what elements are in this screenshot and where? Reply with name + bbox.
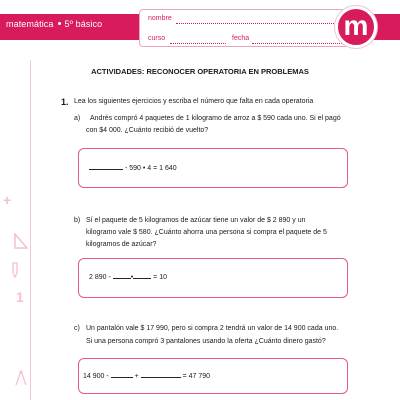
answer-box-b xyxy=(78,258,348,298)
grade-label: 5º básico xyxy=(64,19,103,29)
subject-name: matemática xyxy=(6,19,54,29)
answer-box-c xyxy=(78,358,348,394)
equation-operator: + xyxy=(134,373,139,380)
answer-box-a xyxy=(78,148,348,188)
plus-icon: + xyxy=(3,192,12,208)
compass-icon xyxy=(14,370,28,386)
equation-part: 2 890 - xyxy=(89,274,111,281)
item-b-line2: kilogramo vale $ 580. ¿Cuánto ahorra una persona si compra el paquete de 5 xyxy=(86,229,327,236)
equation-a xyxy=(89,163,177,172)
course-field[interactable] xyxy=(170,43,226,44)
instruction-text: Lea los siguientes ejercicios y escriba el número que falta en cada operatoria xyxy=(74,98,314,105)
item-a-line2: con $4 000. ¿Cuánto recibió de vuelto? xyxy=(86,127,209,134)
question-number: 1. xyxy=(61,97,69,107)
item-c-line1: Un pantalón vale $ 17 990, pero si compra 2 tendrá un valor de 14 900 cada uno. xyxy=(86,325,339,332)
pencil-icon xyxy=(6,262,20,278)
answer-blank[interactable] xyxy=(130,272,151,281)
date-label: fecha xyxy=(232,35,250,42)
item-b-line1: Sí el paquete de 5 kilogramos de azúcar tiene un valor de $ 2 890 y un xyxy=(86,217,306,224)
answer-blank[interactable] xyxy=(111,371,133,378)
equation-operator: • xyxy=(130,274,134,281)
item-b-line3: kilogramos de azúcar? xyxy=(86,241,157,248)
worksheet-title: ACTIVIDADES: RECONOCER OPERATORIA EN PROBLEMAS xyxy=(91,67,309,76)
equation-part: 14 900 - xyxy=(83,373,109,380)
equation-part: - 590 • 4 = 1 640 xyxy=(124,165,177,172)
name-field[interactable] xyxy=(176,23,348,24)
equation-part: = 10 xyxy=(153,274,167,281)
equation-c xyxy=(83,371,210,380)
item-a-letter: a) xyxy=(74,115,81,122)
item-c-line2: Si una persona compró 3 pantalones usando la oferta ¿Cuánto dinero gastó? xyxy=(86,338,326,345)
answer-blank[interactable] xyxy=(89,163,123,170)
subject-label xyxy=(6,19,102,29)
header xyxy=(0,0,400,54)
date-field[interactable] xyxy=(252,43,348,44)
name-label: nombre xyxy=(148,15,172,22)
course-label: curso xyxy=(148,35,166,42)
margin-line xyxy=(30,60,31,400)
item-b-letter: b) xyxy=(74,217,81,224)
student-info-card xyxy=(139,9,357,47)
equation-b xyxy=(89,272,167,281)
equation-part: = 47 790 xyxy=(182,373,211,380)
ruler-triangle-icon xyxy=(14,233,28,249)
number-one-icon: 1 xyxy=(16,289,24,305)
item-c-letter: c) xyxy=(74,325,80,332)
brand-logo: m xyxy=(335,6,377,48)
separator-dot xyxy=(58,22,61,25)
answer-blank[interactable] xyxy=(141,371,181,378)
answer-blank[interactable] xyxy=(113,272,134,281)
item-a-line1: Andrés compró 4 paquetes de 1 kilogramo de arroz a $ 590 cada uno. Si el pagó xyxy=(90,115,341,122)
